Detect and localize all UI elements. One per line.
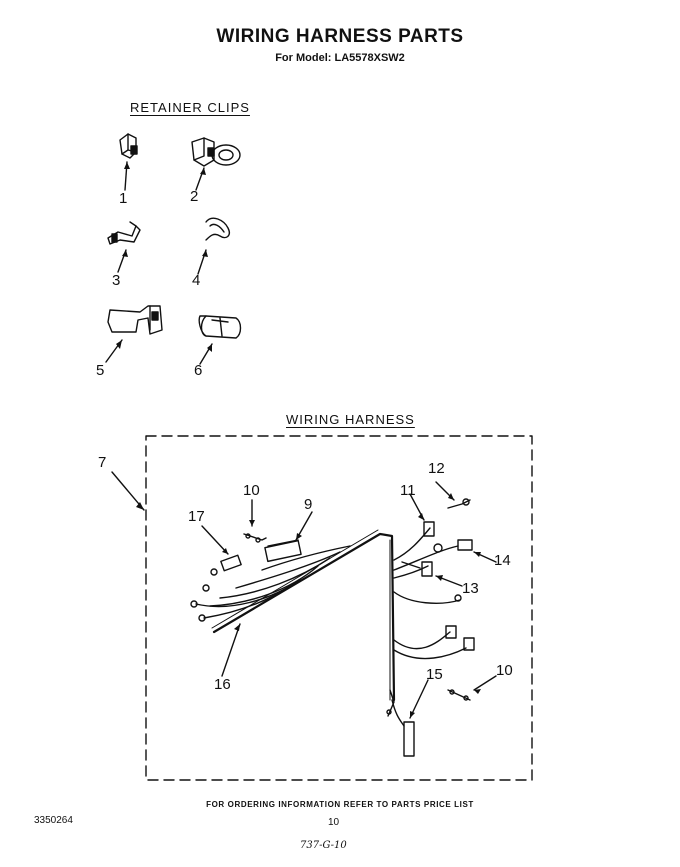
- callout-10-lower: 10: [496, 662, 513, 679]
- connector-9: [265, 540, 301, 561]
- callout-11: 11: [400, 482, 416, 499]
- callout-9: 9: [304, 496, 313, 513]
- retainer-clip-2: [192, 138, 240, 166]
- callout-6: 6: [194, 362, 203, 379]
- callout-7: 7: [98, 454, 107, 471]
- retainer-clip-3: [108, 222, 140, 244]
- page-number: 10: [328, 817, 340, 828]
- retainer-clip-5: [108, 306, 162, 334]
- callout-13: 13: [462, 580, 479, 597]
- retainer-clip-1: [120, 134, 137, 158]
- callout-4: 4: [192, 272, 201, 289]
- connector-17: [221, 555, 241, 571]
- handwritten-note: 737-G-10: [300, 840, 347, 851]
- harness-frame: [146, 436, 532, 780]
- callout-2: 2: [190, 188, 199, 205]
- ordering-note: FOR ORDERING INFORMATION REFER TO PARTS PRICE LIST: [206, 800, 474, 809]
- document-number: 3350264: [34, 815, 73, 826]
- callout-3: 3: [112, 272, 121, 289]
- retainer-clip-4: [206, 218, 229, 240]
- retainer-clip-6: [199, 316, 240, 338]
- retainer-clips-heading: RETAINER CLIPS: [130, 100, 250, 115]
- callout-1: 1: [119, 190, 128, 207]
- callout-16: 16: [214, 676, 231, 693]
- wiring-harness-heading: WIRING HARNESS: [286, 412, 415, 427]
- terminal-10-lower: [448, 690, 470, 700]
- callout-10-upper: 10: [243, 482, 260, 499]
- callout-15: 15: [426, 666, 443, 683]
- connector-14: [434, 540, 472, 552]
- model-subtitle: For Model: LA5578XSW2: [275, 52, 405, 64]
- callout-12: 12: [428, 460, 445, 477]
- callout-5: 5: [96, 362, 105, 379]
- harness-trunk: [214, 534, 394, 700]
- terminal-10-upper: [244, 534, 266, 542]
- page-title: WIRING HARNESS PARTS: [216, 26, 464, 47]
- terminal-12: [448, 499, 470, 508]
- callout-14: 14: [494, 552, 511, 569]
- callout-17: 17: [188, 508, 205, 525]
